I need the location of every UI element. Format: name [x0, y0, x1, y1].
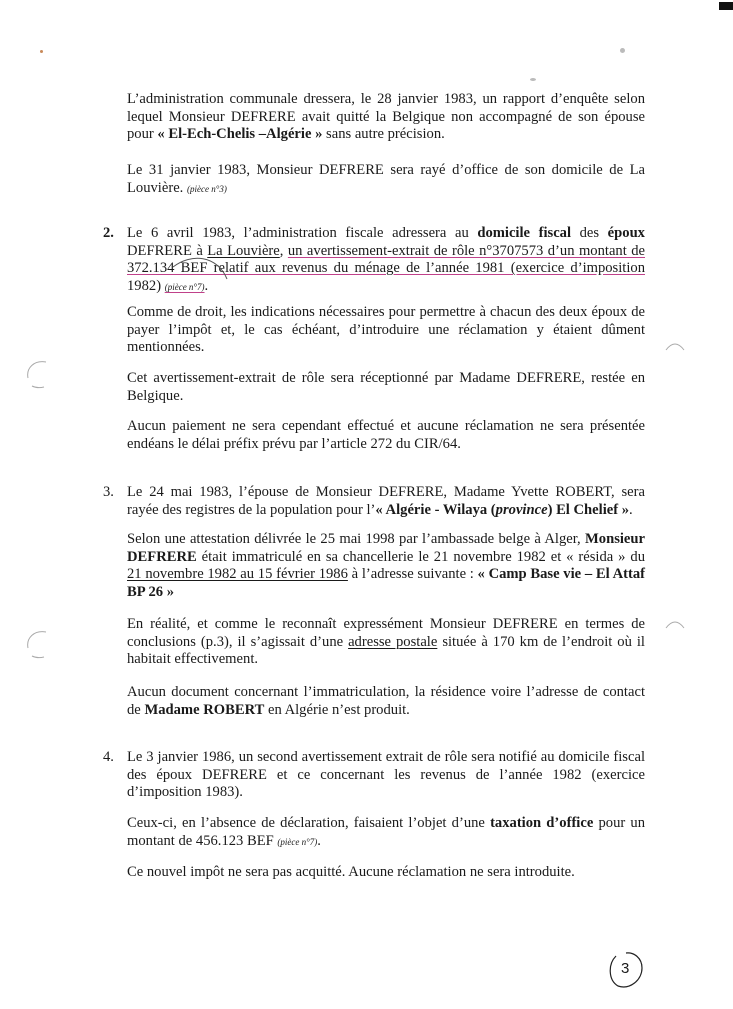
paragraph-text: située à 170 km de l’endroit où il habitait effectivement. [127, 633, 645, 668]
paragraph-text: était immatriculé en sa chancellerie le 21 novembre 1982 et « résida » du [196, 548, 645, 565]
paragraph-text: Ceux-ci, en l’absence de déclaration, faisaient l’objet d’une [127, 815, 491, 831]
punch-hole-mark-top [24, 358, 50, 392]
bold-text: Monsieur DEFRERE [127, 531, 645, 565]
paragraph-text: sans autre précision. [322, 126, 445, 143]
paragraph-text: en Algérie n’est produit. [264, 701, 410, 718]
paragraph-text: Le 3 janvier 1986, un second avertissement extrait de rôle sera notifié au domicile fiscal des époux DEFRERE et ce concernant les revenus de l’année 1982 (exercice d’imposition 1983). [127, 749, 645, 801]
scan-speck [40, 50, 43, 53]
paragraph [127, 815, 645, 851]
item-number: 4. [103, 749, 114, 765]
bold-text: époux [607, 225, 645, 241]
paragraph-text: Comme de droit, les indications nécessaires pour permettre à chacun des deux époux de payer l’impôt et, le cas échéant, d’introduire une réclamation y étaient dûment mentionnées. [127, 304, 645, 356]
paragraph-text: . [204, 277, 209, 294]
paragraph [127, 684, 645, 719]
page-number-text: 3 [621, 960, 630, 977]
paragraph-text: Aucun paiement ne sera cependant effectué et aucune réclamation ne sera présentée endéans le délai préfix prévu par l’article 272 du CIR/64. [127, 418, 645, 452]
paragraph-text: Le 24 mai 1983, l’épouse de Monsieur DEFRERE, Madame Yvette ROBERT, sera rayée des registres de la population pour l’ [127, 484, 645, 518]
paragraph-text: En réalité, et comme le reconnaît expressément Monsieur DEFRERE en termes de conclusions (p.3), il s’agissait d’une [127, 616, 645, 650]
page-number [606, 950, 646, 990]
paragraph [127, 91, 645, 144]
bold-text: Madame ROBERT [144, 701, 265, 718]
paragraph [127, 418, 645, 453]
paragraph-text: . [317, 832, 321, 849]
paragraph [127, 370, 645, 405]
bold-text: « Algérie - Wilaya ( [375, 501, 496, 518]
bold-text: domicile fiscal [477, 225, 572, 241]
paragraph-text: Le 6 avril 1983, l’administration fiscale adressera au [127, 225, 478, 241]
exhibit-reference: (pièce n°7) [277, 836, 318, 847]
paragraph-text: 1982) [127, 277, 165, 294]
underlined-text: 21 novembre 1982 au 15 février 1986 [127, 566, 348, 583]
corner-scan-mark [719, 2, 733, 10]
paragraph-text: L’administration communale dressera, le 28 janvier 1983, un rapport d’enquête selon lequel Monsieur DEFRERE avait quitté la Belgique non accompagné de son épouse pour [127, 91, 645, 143]
underlined-text: adresse postale [348, 633, 438, 650]
numbered-item-4 [103, 749, 645, 802]
bold-text: « Camp Base vie – El Attaf BP 26 » [127, 566, 645, 600]
paragraph [127, 162, 645, 198]
numbered-item-3 [103, 484, 645, 519]
highlighted-underlined-text: un avertissement-extrait de rôle n°3707573 d’un montant de 372.134 BEF relatif aux revenus du ménage de l’année 1981 (exercice d’imposition [127, 242, 645, 277]
paragraph-text: Selon une attestation délivrée le 25 mai 1998 par l’ambassade belge à Alger, [127, 531, 585, 547]
underlined-text: La Louvière [207, 242, 280, 259]
paragraph [127, 304, 645, 357]
right-margin-mark [664, 618, 686, 632]
paragraph-text: , [279, 242, 288, 259]
scan-speck [620, 48, 625, 53]
paragraph-text: Cet avertissement-extrait de rôle sera réceptionné par Madame DEFRERE, restée en Belgique. [127, 370, 645, 404]
paragraph-text: . [629, 501, 633, 518]
bold-text: « El-Ech-Chelis –Algérie » [157, 126, 323, 143]
paragraph [127, 864, 645, 882]
bold-text: ) El Chelief » [547, 501, 630, 518]
punch-hole-mark-bottom [24, 628, 50, 662]
exhibit-reference: (pièce n°3) [186, 183, 227, 194]
right-margin-mark [664, 340, 686, 354]
bold-text: taxation d’office [490, 815, 594, 831]
exhibit-reference: (pièce n°7) [164, 281, 205, 292]
numbered-item-2 [103, 225, 645, 296]
bold-italic-text: province [495, 501, 548, 518]
paragraph-text: pour un montant de 456.123 BEF [127, 815, 645, 849]
paragraph-text: Le 31 janvier 1983, Monsieur DEFRERE sera rayé d’office de son domicile de La Louvière. [127, 162, 645, 196]
paragraph-text: Ce nouvel impôt ne sera pas acquitté. Aucune réclamation ne sera introduite. [127, 864, 575, 880]
paragraph-text: Aucun document concernant l’immatriculation, la résidence voire l’adresse de contact de [127, 684, 645, 718]
item-number: 3. [103, 484, 114, 500]
item-number: 2. [103, 225, 114, 241]
paragraph-text: à l’adresse suivante : [347, 566, 478, 583]
paragraph [127, 531, 645, 601]
scan-speck [530, 78, 536, 81]
handwritten-arc-mark [171, 255, 231, 285]
paragraph-text: DEFRERE à [127, 242, 208, 259]
paragraph [127, 616, 645, 669]
paragraph-text: des [571, 225, 608, 241]
